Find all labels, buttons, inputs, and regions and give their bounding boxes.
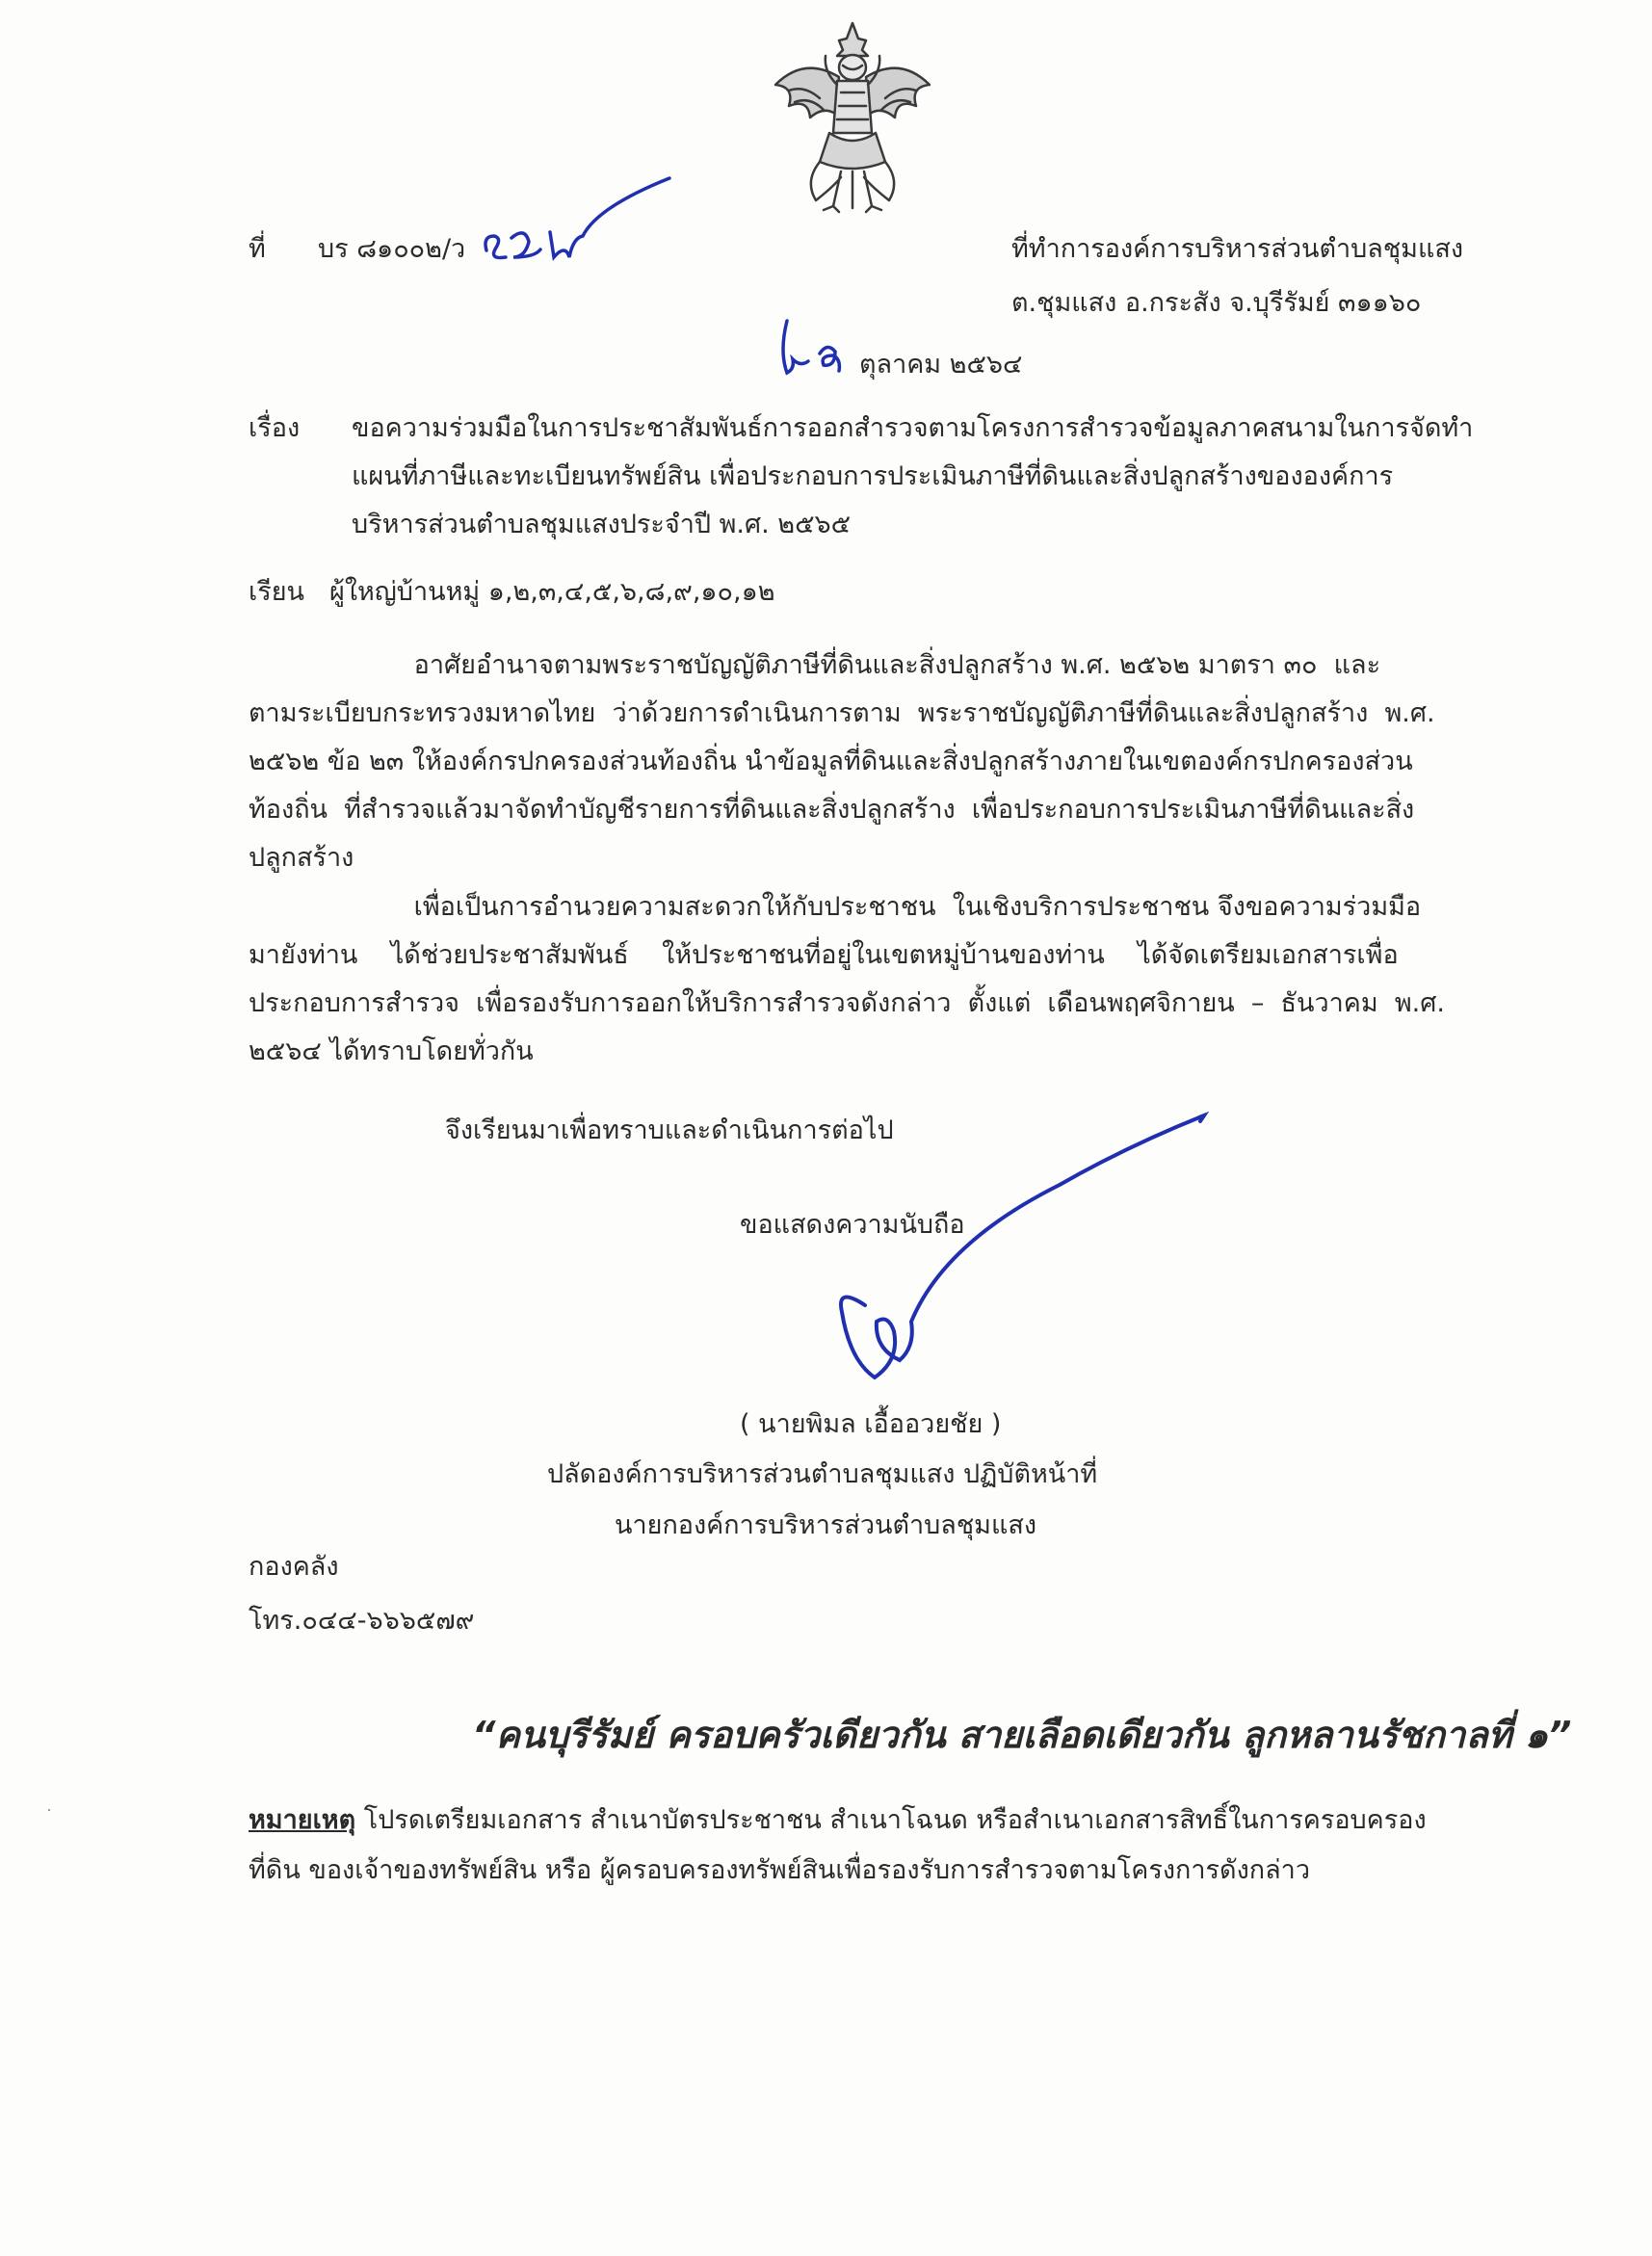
office-name: ที่ทำการองค์การบริหารส่วนตำบลชุมแสง	[1011, 234, 1464, 264]
document-number: บร ๘๑๐๐๒/ว	[318, 234, 466, 264]
paragraph-line: ตามระเบียบกระทรวงมหาดไทย ว่าด้วยการดำเนินการตาม พระราชบัญญัติภาษีที่ดินและสิ่งปลูกสร้าง พ.ศ.	[249, 698, 1435, 728]
slogan: “คนบุรีรัมย์ ครอบครัวเดียวกัน สายเลือดเดียวกัน ลูกหลานรัชกาลที่ ๑”	[472, 1714, 1572, 1756]
paragraph-line: ๒๕๖๒ ข้อ ๒๓ ให้องค์กรปกครองส่วนท้องถิ่น นำข้อมูลที่ดินและสิ่งปลูกสร้างภายในเขตองค์กรปกครองส่วน	[249, 747, 1413, 776]
note-line: ที่ดิน ของเจ้าของทรัพย์สิน หรือ ผู้ครอบครองทรัพย์สินเพื่อรองรับการสำรวจตามโครงการดังกล่าว	[249, 1855, 1310, 1885]
paragraph-line: อาศัยอำนาจตามพระราชบัญญัติภาษีที่ดินและสิ่งปลูกสร้าง พ.ศ. ๒๕๖๒ มาตรา ๓๐ และ	[249, 650, 1381, 680]
signatory-position: นายกองค์การบริหารส่วนตำบลชุมแสง	[615, 1510, 1037, 1540]
subject-line: แผนที่ภาษีและทะเบียนทรัพย์สิน เพื่อประกอบการประเมินภาษีที่ดินและสิ่งปลูกสร้างขององค์การ	[352, 461, 1394, 491]
closing-text: จึงเรียนมาเพื่อทราบและดำเนินการต่อไป	[445, 1115, 894, 1145]
handwritten-signature-icon	[819, 1108, 1223, 1397]
recipient-text: ผู้ใหญ่บ้านหมู่ ๑,๒,๓,๔,๕,๖,๘,๙,๑๐,๑๒	[329, 577, 775, 607]
paragraph-line: มายังท่าน ได้ช่วยประชาสัมพันธ์ ให้ประชาชนที่อยู่ในเขตหมู่บ้านของท่าน ได้จัดเตรียมเอกสารเพื่อ	[249, 940, 1399, 970]
signatory-position: ปลัดองค์การบริหารส่วนตำบลชุมแสง ปฏิบัติหน้าที่	[547, 1459, 1098, 1489]
paragraph-line: ปลูกสร้าง	[249, 843, 354, 873]
note-text: โปรดเตรียมเอกสาร สำเนาบัตรประชาชน สำเนาโฉนด หรือสำเนาเอกสารสิทธิ์ในการครอบครอง	[355, 1805, 1427, 1835]
body-paragraph	[249, 891, 1522, 1084]
paragraph-line: ๒๕๖๔ ได้ทราบโดยทั่วกัน	[249, 1036, 534, 1066]
document-number-label: ที่	[249, 234, 266, 264]
note	[249, 1804, 1522, 1904]
paragraph-line: เพื่อเป็นการอำนวยความสะดวกให้กับประชาชน ในเชิงบริการประชาชน จึงขอความร่วมมือ	[249, 892, 1422, 922]
subject-label: เรื่อง	[249, 413, 301, 443]
note-line	[249, 1804, 1522, 1854]
body-paragraph	[249, 649, 1522, 890]
regards-text: ขอแสดงความนับถือ	[740, 1210, 965, 1240]
note-label: หมายเหตุ	[249, 1805, 356, 1835]
office-address: ต.ชุมแสง อ.กระสัง จ.บุรีรัมย์ ๓๑๑๖๐	[1011, 288, 1422, 318]
phone-number: โทร.๐๔๔-๖๖๖๕๗๙	[249, 1606, 475, 1636]
signatory-name: ( นายพิมล เอื้ออวยชัย )	[740, 1409, 1002, 1439]
paragraph-line: ประกอบการสำรวจ เพื่อรองรับการออกให้บริการสำรวจดังกล่าว ตั้งแต่ เดือนพฤศจิกายน – ธันวาคม พ.ศ.	[249, 988, 1445, 1018]
subject-line: บริหารส่วนตำบลชุมแสงประจำปี พ.ศ. ๒๕๖๕	[352, 510, 852, 539]
subject-text	[352, 412, 1508, 557]
scan-speck	[48, 1809, 50, 1811]
garuda-emblem-icon	[766, 17, 939, 215]
recipient-label: เรียน	[249, 577, 305, 607]
document-date: ตุลาคม ๒๕๖๔	[859, 350, 1023, 380]
handwritten-document-number-icon	[477, 169, 698, 279]
handwritten-date-day-icon	[775, 313, 862, 385]
department: กองคลัง	[249, 1552, 339, 1582]
subject-line: ขอความร่วมมือในการประชาสัมพันธ์การออกสำรวจตามโครงการสำรวจข้อมูลภาคสนามในการจัดทำ	[352, 413, 1474, 443]
paragraph-line: ท้องถิ่น ที่สำรวจแล้วมาจัดทำบัญชีรายการที่ดินและสิ่งปลูกสร้าง เพื่อประกอบการประเมินภาษีที่ดินและสิ่ง	[249, 795, 1415, 825]
